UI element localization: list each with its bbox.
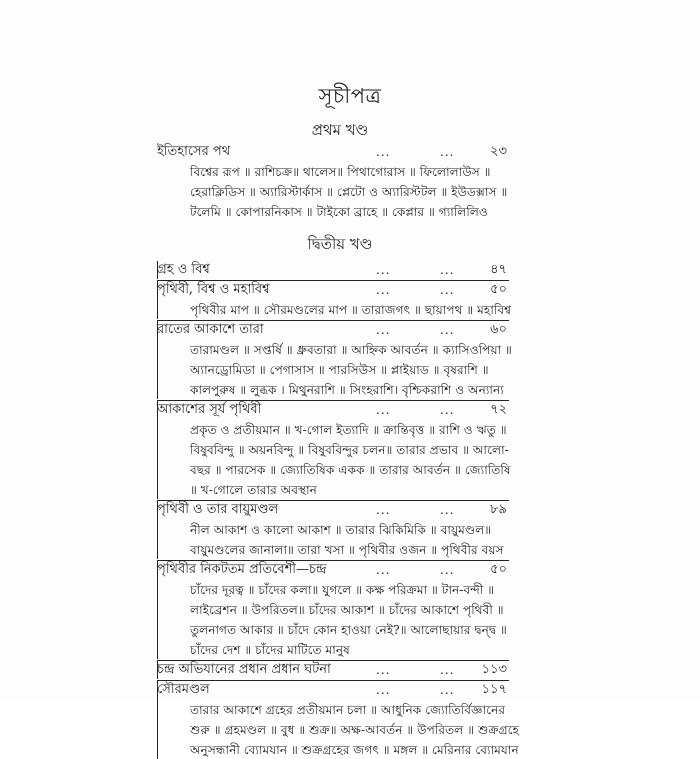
leader-dots: ... — [440, 683, 455, 697]
toc-subtopics: হেরাক্লিডিস ॥ অ্যারিস্টার্কাস ॥ প্লেটো ও অ্যারিস্টটল ॥ ইউডক্সাস ॥ — [190, 185, 508, 199]
leader-dots: ... — [440, 663, 455, 677]
leader-dots: ... — [376, 683, 391, 697]
toc-subtopics: তারার আকাশে গ্রহের প্রতীয়মান চলা ॥ আধুনিক জ্যোতির্বিজ্ঞানের — [190, 703, 506, 717]
toc-subtopics: ॥ খ-গোলে তারার অবস্থান — [190, 483, 317, 497]
leader-dots: ... — [376, 145, 391, 159]
toc-entry-title[interactable]: পৃথিবী, বিশ্ব ও মহাবিশ্ব — [157, 282, 270, 297]
toc-subtopics: তারামণ্ডল ॥ সপ্তর্ষি ॥ ধ্রুবতারা ॥ আহ্নিক আবর্তন ॥ ক্যাসিওপিয়া ॥ — [190, 343, 512, 357]
toc-subtopics: চাঁদের দেশ ॥ চাঁদের মাটিতে মানুষ — [190, 643, 350, 657]
toc-entry-page: ৫০ — [490, 562, 507, 577]
entry-bracket — [157, 261, 158, 279]
entry-bracket — [157, 681, 158, 759]
toc-entry-title[interactable]: চন্দ্র অভিযানের প্রধান প্রধান ঘটনা — [157, 662, 331, 677]
toc-subtopics: নীল আকাশ ও কালো আকাশ ॥ তারার ঝিকিমিকি ॥ বায়ুমণ্ডল॥ — [190, 523, 492, 537]
entry-bracket — [157, 501, 158, 559]
toc-entry-page: ৪৭ — [490, 262, 507, 277]
toc-entry-page: ৬০ — [490, 322, 507, 337]
leader-dots: ... — [440, 563, 455, 577]
leader-dots: ... — [376, 263, 391, 277]
leader-dots: ... — [376, 323, 391, 337]
toc-subtopics: অ্যানড্রোমিডা ॥ পেগাসাস ॥ পারসিউস ॥ প্লাইয়াড ॥ বৃষরাশি ॥ — [190, 363, 489, 377]
toc-entry-title[interactable]: ইতিহাসের পথ — [157, 144, 231, 159]
toc-entry-title[interactable]: পৃথিবীর নিকটতম প্রতিবেশী—চন্দ্র — [157, 562, 327, 577]
section-heading: প্রথম খণ্ড — [311, 121, 369, 139]
toc-entry-title[interactable]: আকাশের সূর্য পৃথিবী — [157, 402, 262, 417]
toc-entry-page: ১১৩ — [481, 662, 507, 677]
toc-entry-page: ৫০ — [490, 282, 507, 297]
leader-dots: ... — [440, 283, 455, 297]
leader-dots: ... — [440, 263, 455, 277]
toc-entry-page: ১১৭ — [481, 682, 507, 697]
leader-dots: ... — [376, 663, 391, 677]
leader-dots: ... — [376, 563, 391, 577]
leader-dots: ... — [440, 145, 455, 159]
toc-subtopics: লাইব্রেশন ॥ উপরিতল॥ চাঁদের আকাশ ॥ চাঁদের আকাশে পৃথিবী ॥ — [190, 603, 504, 617]
leader-dots: ... — [440, 323, 455, 337]
toc-subtopics: অনুসন্ধানী ব্যোমযান ॥ শুক্রগ্রহের জগৎ ॥ মঙ্গল ॥ মেরিনার ব্যোমযান — [190, 743, 519, 757]
toc-subtopics: বায়ুমণ্ডলের জানালা॥ তারা খসা ॥ পৃথিবীর ওজন ॥ পৃথিবীর বয়স — [190, 543, 504, 557]
entry-bracket — [157, 661, 158, 679]
leader-dots: ... — [440, 503, 455, 517]
leader-dots: ... — [376, 403, 391, 417]
toc-entry-title[interactable]: পৃথিবী ও তার বায়ুমণ্ডল — [157, 502, 279, 517]
entry-bracket — [157, 561, 158, 659]
leader-dots: ... — [376, 503, 391, 517]
page-title: সূচীপত্র — [318, 84, 382, 108]
toc-subtopics: কালপুরুষ ॥ লুব্ধক । মিথুনরাশি ॥ সিংহরাশি। বৃশ্চিকরাশি ও অন্যান্য — [190, 383, 504, 397]
toc-entry-page: ৭২ — [490, 402, 507, 417]
toc-subtopics: বিষুববিন্দু ॥ অয়নবিন্দু ॥ বিষুববিন্দুর চলন॥ তারার প্রভাব ॥ আলো- — [190, 443, 509, 457]
toc-subtopics: প্রকৃত ও প্রতীয়মান ॥ খ-গোল ইত্যাদি ॥ ক্রান্তিবৃত্ত ॥ রাশি ও ঋতু ॥ — [190, 423, 507, 437]
toc-entry-page: ৮৯ — [490, 502, 507, 517]
entry-bracket — [157, 321, 158, 399]
leader-dots: ... — [440, 403, 455, 417]
toc-subtopics: বিশ্বের রূপ ॥ রাশিচক্র॥ থালেস॥ পিথাগোরাস ॥ ফিলোলাউস ॥ — [190, 165, 491, 179]
toc-subtopics: তুলনাগত আকার ॥ চাঁদে কোন হাওয়া নেই?॥ আলোছায়ার দ্বন্দ্ব ॥ — [190, 623, 507, 637]
toc-subtopics: টলেমি ॥ কোপারনিকাস ॥ টাইকো ব্রাহে ॥ কেপ্লার ॥ গ্যালিলিও — [190, 205, 488, 219]
toc-subtopics: চাঁদের দূরত্ব ॥ চাঁদের কলা॥ যুগলে ॥ কক্ষ পরিক্রমা ॥ টান-বন্দী ॥ — [190, 583, 495, 597]
toc-subtopics: পৃথিবীর মাপ ॥ সৌরমণ্ডলের মাপ ॥ তারাজগৎ ॥ ছায়াপথ ॥ মহাবিশ্ব — [190, 303, 512, 317]
toc-entry-title[interactable]: সৌরমণ্ডল — [157, 682, 210, 697]
divider — [157, 680, 509, 681]
entry-bracket — [157, 281, 158, 319]
leader-dots: ... — [376, 283, 391, 297]
toc-entry-title[interactable]: গ্রহ ও বিশ্ব — [157, 262, 210, 277]
toc-subtopics: শুরু ॥ গ্রহমণ্ডল ॥ বুধ ॥ শুক্র॥ অক্ষ-আবর্তন ॥ উপরিতল ॥ শুক্রগ্রহে — [190, 723, 520, 737]
entry-bracket — [157, 401, 158, 499]
toc-subtopics: বছর ॥ পারসেক ॥ জ্যোতিষিক একক ॥ তারার আবর্তন ॥ জ্যোতিষি — [190, 463, 511, 477]
toc-entry-page: ২৩ — [490, 144, 507, 159]
section-heading: দ্বিতীয় খণ্ড — [307, 235, 373, 253]
toc-entry-title[interactable]: রাতের আকাশে তারা — [157, 322, 264, 337]
